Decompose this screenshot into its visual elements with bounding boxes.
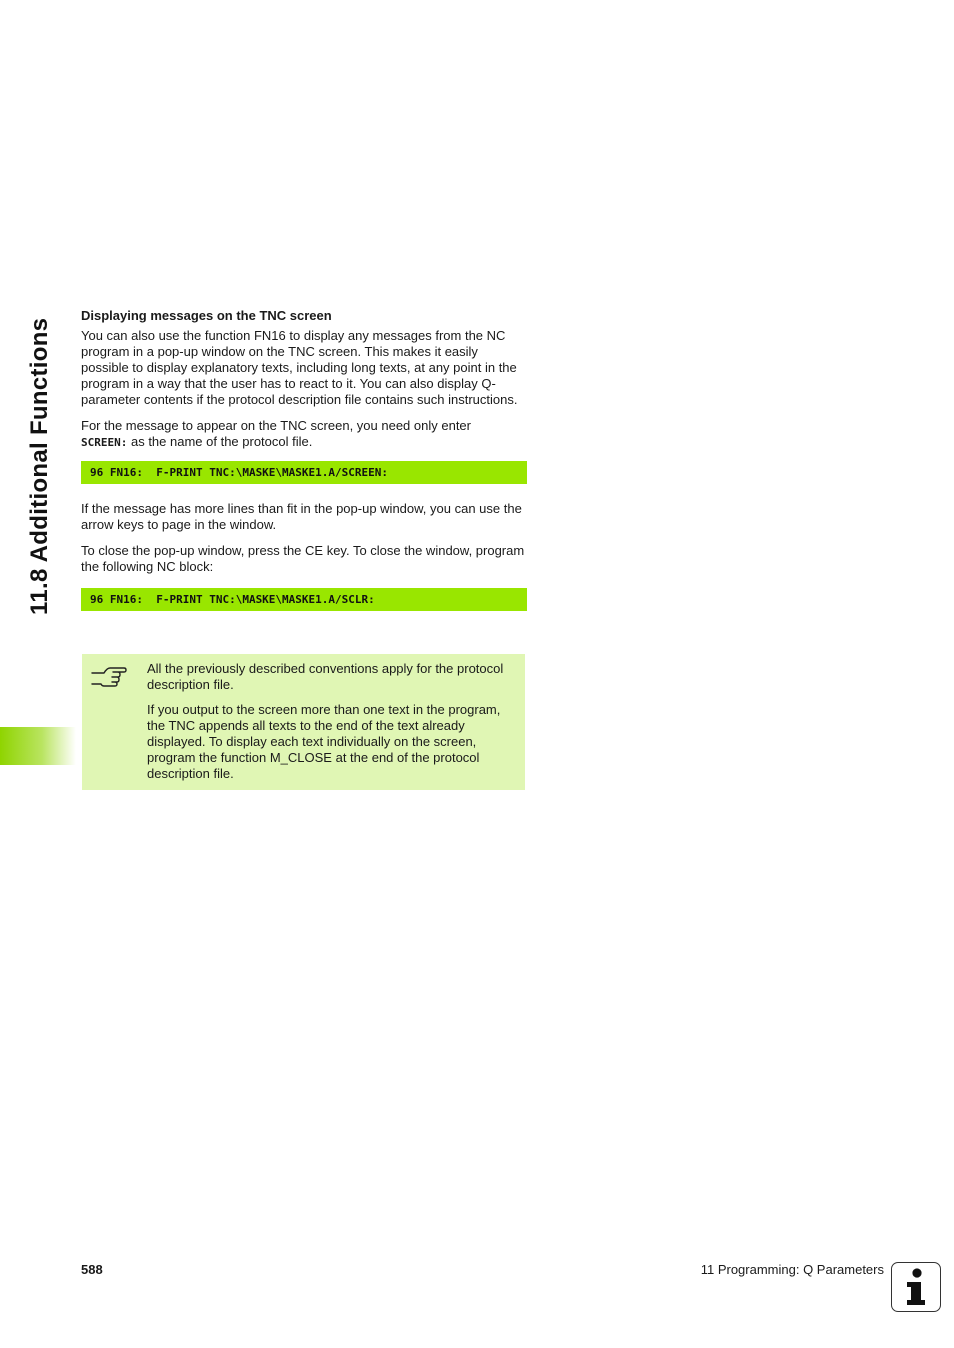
- note-paragraph-1: All the previously described conventions apply for the protocol description file.: [147, 661, 504, 692]
- main-content: [81, 308, 527, 611]
- paragraph-close-window: To close the pop-up window, press the CE key. To close the window, program the following NC block:: [81, 543, 525, 574]
- note-paragraph-2: If you output to the screen more than one text in the program, the TNC appends all texts to the end of the text already displayed. To display each text individually on the screen, program the function M_CLOSE at the end of the protocol description file.: [147, 702, 501, 781]
- info-icon: [891, 1262, 941, 1312]
- keyword-screen: SCREEN:: [81, 436, 128, 449]
- pointing-hand-icon: [91, 664, 127, 688]
- paragraph-screen: [81, 418, 527, 451]
- code-block-sclr: 96 FN16: F-PRINT TNC:\MASKE\MASKE1.A/SCLR:: [81, 588, 527, 611]
- chapter-tab: [0, 727, 76, 765]
- note-box: [82, 654, 525, 790]
- page-number: 588: [81, 1262, 103, 1277]
- paragraph-screen-end: as the name of the protocol file.: [127, 434, 313, 449]
- running-title: 11 Programming: Q Parameters: [700, 1262, 884, 1277]
- code-block-screen: 96 FN16: F-PRINT TNC:\MASKE\MASKE1.A/SCREEN:: [81, 461, 527, 484]
- paragraph-screen-start: For the message to appear on the TNC screen, you need only enter: [81, 418, 471, 433]
- paragraph-arrow-keys: If the message has more lines than fit in the pop-up window, you can use the arrow keys to page in the window.: [81, 501, 522, 532]
- paragraph-intro: You can also use the function FN16 to display any messages from the NC program in a pop-up window on the TNC screen. This makes it easily possible to display explanatory texts, including long texts, at any point in the program in a way that the user has to react to it. You can also display Q-parameter contents if the protocol description file contains such instructions.: [81, 328, 518, 407]
- section-heading: Displaying messages on the TNC screen: [81, 308, 332, 323]
- chapter-title: 11.8 Additional Functions: [26, 317, 53, 615]
